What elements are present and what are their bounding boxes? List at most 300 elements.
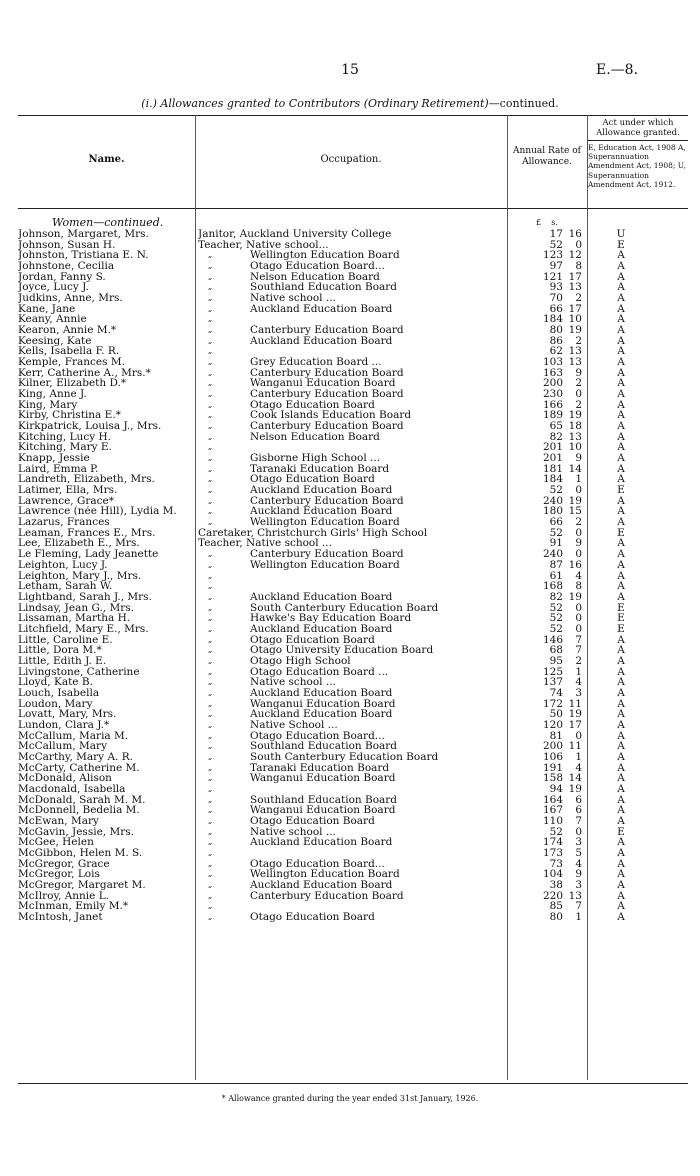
ditto-mark: „ <box>208 559 213 569</box>
allowance-pounds: 174 <box>542 836 563 849</box>
act-code: A <box>617 356 625 369</box>
ditto-mark: „ <box>208 623 213 633</box>
occupation: Auckland Education Board <box>250 837 393 848</box>
contributor-name: Louch, Isabella <box>18 687 100 699</box>
act-code: A <box>617 868 625 881</box>
ditto-mark: „ <box>208 346 213 356</box>
ditto-mark: „ <box>208 399 213 409</box>
ditto-mark: „ <box>208 506 213 516</box>
act-code: A <box>617 889 625 902</box>
table-bottom-rule <box>18 1083 688 1084</box>
allowance-shillings: 12 <box>568 249 582 262</box>
allowance-shillings: 6 <box>575 804 582 817</box>
allowance-pounds: 94 <box>549 782 563 795</box>
table-row <box>18 848 688 859</box>
table-row <box>18 837 688 848</box>
allowance-pounds: 200 <box>542 740 563 753</box>
contributor-name: McCarthy, Mary A. R. <box>18 751 133 763</box>
section-heading: Women—continued. <box>52 216 164 229</box>
ditto-mark: „ <box>208 250 213 260</box>
act-code: A <box>617 836 625 849</box>
contributor-name: Macdonald, Isabella <box>18 783 126 795</box>
occupation: Otago High School <box>250 655 351 667</box>
table-row <box>18 378 688 389</box>
allowance-shillings: 2 <box>575 516 582 529</box>
contributor-name: Lazarus, Frances <box>18 517 110 528</box>
act-code: A <box>617 398 625 411</box>
occupation: Wellington Education Board <box>250 559 400 571</box>
ditto-mark: „ <box>208 762 213 772</box>
table-row <box>18 432 688 443</box>
occupation: Canterbury Education Board <box>250 421 404 432</box>
occupation: Otago University Education Board <box>250 645 434 656</box>
table-row <box>18 645 688 656</box>
contributor-name: Johnston, Tristiana E. N. <box>18 250 149 262</box>
allowance-shillings: 19 <box>568 324 582 337</box>
allowance-pounds: 230 <box>542 388 563 401</box>
table-row <box>18 656 688 667</box>
allowance-pounds: 52 <box>549 825 563 838</box>
contributor-name: Knapp, Jessie <box>18 453 90 464</box>
allowance-pounds: 52 <box>549 526 563 539</box>
allowance-shillings: 9 <box>575 868 582 881</box>
allowance-pounds: 201 <box>542 441 563 454</box>
act-code: A <box>617 345 625 358</box>
ditto-mark: „ <box>208 485 213 495</box>
contributor-name: Keesing, Kate <box>18 335 92 347</box>
allowance-shillings: 2 <box>575 334 582 347</box>
header-occupation: Occupation. <box>320 154 382 165</box>
act-code: A <box>617 537 625 550</box>
contributor-name: Lindsay, Jean G., Mrs. <box>18 602 134 614</box>
contributor-name: Lightband, Sarah J., Mrs. <box>18 591 152 603</box>
act-code: A <box>617 516 625 529</box>
occupation: Otago Education Board <box>250 399 375 411</box>
table-row <box>18 773 688 784</box>
contributor-name: Lovatt, Mary, Mrs. <box>18 709 117 720</box>
occupation: Wanganui Education Board <box>250 773 396 784</box>
allowance-table-body <box>18 229 688 923</box>
ditto-mark: „ <box>208 613 213 623</box>
table-row <box>18 336 688 347</box>
contributor-name: Kells, Isabella F. R. <box>18 346 120 358</box>
table-row <box>18 325 688 336</box>
table-row <box>18 528 688 539</box>
act-code: A <box>617 644 625 657</box>
ditto-mark: „ <box>208 847 213 857</box>
table-row <box>18 592 688 603</box>
occupation: Cook Islands Education Board <box>250 410 412 422</box>
table-row <box>18 282 688 293</box>
act-code: A <box>617 462 625 475</box>
header-act-title: Act under which Allowance granted. <box>588 118 688 141</box>
occupation: Auckland Education Board <box>250 485 393 496</box>
table-row <box>18 635 688 646</box>
ditto-mark: „ <box>208 709 213 719</box>
occupation: Southland Education Board <box>250 741 398 752</box>
act-code: A <box>617 793 625 806</box>
ditto-mark: „ <box>208 410 213 420</box>
act-code: A <box>617 857 625 870</box>
contributor-name: McIlroy, Annie L. <box>18 890 110 902</box>
ditto-mark: „ <box>208 421 213 431</box>
act-code: A <box>617 366 625 379</box>
allowance-pounds: 110 <box>542 814 563 827</box>
allowance-pounds: 163 <box>542 366 563 379</box>
act-code: A <box>617 452 625 465</box>
allowance-shillings: 3 <box>575 836 582 849</box>
occupation: Native school ... <box>250 826 336 838</box>
contributor-name: Lissaman, Martha H. <box>18 613 131 624</box>
contributor-name: Joyce, Lucy J. <box>18 282 89 294</box>
ditto-mark: „ <box>208 570 213 580</box>
table-row <box>18 880 688 891</box>
table-row <box>18 453 688 464</box>
act-code: A <box>617 718 625 731</box>
allowance-pounds: 240 <box>542 494 563 507</box>
act-code: A <box>617 281 625 294</box>
occupation: Southland Education Board <box>250 282 398 294</box>
ditto-mark: „ <box>208 783 213 793</box>
ditto-mark: „ <box>208 890 213 900</box>
occupation: Auckland Education Board <box>250 591 393 603</box>
allowance-pounds: 167 <box>542 804 563 817</box>
allowance-shillings: 17 <box>568 270 582 283</box>
contributor-name: Lundon, Clara J.* <box>18 719 110 731</box>
allowance-shillings: 16 <box>568 558 582 571</box>
occupation: Otago Education Board... <box>250 730 385 742</box>
ditto-mark: „ <box>208 869 213 879</box>
table-row <box>18 272 688 283</box>
act-code: A <box>617 377 625 390</box>
allowance-pounds: 52 <box>549 484 563 497</box>
allowance-shillings: 0 <box>575 612 582 625</box>
act-code: A <box>617 548 625 561</box>
act-code: A <box>617 633 625 646</box>
occupation: Auckland Education Board <box>250 335 393 347</box>
occupation: Hawke's Bay Education Board <box>250 613 412 624</box>
ditto-mark: „ <box>208 879 213 889</box>
contributor-name: Loudon, Mary <box>18 698 93 710</box>
act-code: A <box>617 313 625 326</box>
allowance-shillings: 0 <box>575 622 582 635</box>
ditto-mark: „ <box>208 645 213 655</box>
ditto-mark: „ <box>208 303 213 313</box>
act-code: A <box>617 324 625 337</box>
ditto-mark: „ <box>208 687 213 697</box>
allowance-pounds: 104 <box>542 868 563 881</box>
allowance-pounds: 184 <box>542 473 563 486</box>
allowance-shillings: 1 <box>575 473 582 486</box>
contributor-name: Leaman, Frances E., Mrs. <box>18 527 156 539</box>
act-code: A <box>617 900 625 913</box>
allowance-shillings: 4 <box>575 676 582 689</box>
contributor-name: Lawrence (née Hill), Lydia M. <box>18 506 177 518</box>
act-code: E <box>617 484 625 497</box>
ditto-mark: „ <box>208 730 213 740</box>
ditto-mark: „ <box>208 741 213 751</box>
occupation: Canterbury Education Board <box>250 549 404 560</box>
allowance-pounds: 38 <box>549 878 563 891</box>
table-row <box>18 410 688 421</box>
allowance-pounds: 191 <box>542 761 563 774</box>
ditto-mark: „ <box>208 581 213 591</box>
ditto-mark: „ <box>208 378 213 388</box>
allowance-pounds: 66 <box>549 302 563 315</box>
table-row <box>18 677 688 688</box>
allowance-shillings: 9 <box>575 537 582 550</box>
ditto-mark: „ <box>208 357 213 367</box>
act-code: A <box>617 676 625 689</box>
table-row <box>18 731 688 742</box>
act-code: A <box>617 697 625 710</box>
ditto-mark: „ <box>208 698 213 708</box>
ditto-mark: „ <box>208 719 213 729</box>
allowance-pounds: 80 <box>549 911 563 923</box>
table-row <box>18 389 688 400</box>
occupation: Native School ... <box>250 719 338 731</box>
contributor-name: Le Fleming, Lady Jeanette <box>18 549 159 560</box>
allowance-shillings: 13 <box>568 345 582 358</box>
act-code: A <box>617 409 625 422</box>
act-code: A <box>617 590 625 603</box>
ditto-mark: „ <box>208 591 213 601</box>
table-row <box>18 538 688 549</box>
act-code: A <box>617 846 625 859</box>
act-code: A <box>617 558 625 571</box>
allowance-pounds: 52 <box>549 601 563 614</box>
act-code: A <box>617 580 625 593</box>
act-code: E <box>617 612 625 625</box>
header-name: Name. <box>88 154 125 165</box>
contributor-name: McCallum, Mary <box>18 741 107 752</box>
ditto-mark: „ <box>208 325 213 335</box>
contributor-name: Kearon, Annie M.* <box>18 325 117 336</box>
occupation: Wellington Education Board <box>250 250 400 262</box>
table-row <box>18 357 688 368</box>
contributor-name: Lloyd, Kate B. <box>18 677 93 688</box>
ditto-mark: „ <box>208 677 213 687</box>
document-code: E.—8. <box>596 62 639 78</box>
table-row <box>18 763 688 774</box>
caption-suffix: —continued. <box>488 97 559 110</box>
table-caption <box>0 97 700 110</box>
occupation: Nelson Education Board <box>250 431 380 443</box>
allowance-pounds: 73 <box>549 857 563 870</box>
occupation: Wanganui Education Board <box>250 698 396 710</box>
occupation: Southland Education Board <box>250 794 398 806</box>
contributor-name: McGregor, Grace <box>18 858 110 870</box>
contributor-name: Johnstone, Cecilia <box>18 261 115 272</box>
allowance-shillings: 19 <box>568 708 582 721</box>
allowance-shillings: 3 <box>575 878 582 891</box>
allowance-shillings: 9 <box>575 452 582 465</box>
contributor-name: Judkins, Anne, Mrs. <box>18 293 123 304</box>
occupation: Canterbury Education Board <box>250 495 404 507</box>
ditto-mark: „ <box>208 837 213 847</box>
allowance-pounds: 81 <box>549 729 563 742</box>
contributor-name: McDonald, Alison <box>18 773 112 784</box>
allowance-shillings: 4 <box>575 857 582 870</box>
table-row <box>18 261 688 272</box>
contributor-name: Kitching, Mary E. <box>18 442 112 454</box>
table-row <box>18 912 688 923</box>
allowance-pounds: 52 <box>549 622 563 635</box>
allowance-shillings: 9 <box>575 366 582 379</box>
ditto-mark: „ <box>208 805 213 815</box>
allowance-shillings: 13 <box>568 889 582 902</box>
table-row <box>18 368 688 379</box>
allowance-shillings: 11 <box>568 697 582 710</box>
allowance-pounds: 200 <box>542 377 563 390</box>
allowance-pounds: 146 <box>542 633 563 646</box>
contributor-name: Keany, Annie <box>18 314 87 326</box>
act-code: A <box>617 772 625 785</box>
table-row <box>18 795 688 806</box>
occupation: Otago Education Board ... <box>250 666 389 678</box>
occupation: Auckland Education Board <box>250 687 393 699</box>
table-row <box>18 581 688 592</box>
table-row <box>18 667 688 678</box>
table-row <box>18 805 688 816</box>
ditto-mark: „ <box>208 666 213 676</box>
contributor-name: Kane, Jane <box>18 303 76 315</box>
allowance-pounds: 68 <box>549 644 563 657</box>
ditto-mark: „ <box>208 901 213 911</box>
allowance-pounds: 82 <box>549 590 563 603</box>
table-row <box>18 891 688 902</box>
table-row <box>18 816 688 827</box>
act-code: A <box>617 782 625 795</box>
occupation: Canterbury Education Board <box>250 325 404 336</box>
ditto-mark: „ <box>208 602 213 612</box>
act-code: A <box>617 686 625 699</box>
occupation: Otago Education Board <box>250 474 375 486</box>
contributor-name: King, Mary <box>18 399 78 411</box>
allowance-shillings: 7 <box>575 900 582 913</box>
table-row <box>18 506 688 517</box>
act-code: A <box>617 750 625 763</box>
allowance-shillings: 2 <box>575 292 582 305</box>
allowance-shillings: 19 <box>568 494 582 507</box>
allowance-pounds: 74 <box>549 686 563 699</box>
allowance-pounds: 103 <box>542 356 563 369</box>
table-row <box>18 709 688 720</box>
contributor-name: Jordan, Fanny S. <box>18 271 106 283</box>
ditto-mark: „ <box>208 794 213 804</box>
caption-title: (i.) Allowances granted to Contributors (Ordinary Retirement) <box>141 97 489 110</box>
header-act-description: E, Education Act, 1908 A, Superannuation Amendment Act, 1908; U, Superannuation Amendment Act, 1912. <box>588 143 686 189</box>
contributor-name: Little, Edith J. E. <box>18 655 107 667</box>
allowance-pounds: 80 <box>549 324 563 337</box>
allowance-pounds: 220 <box>542 889 563 902</box>
act-code: A <box>617 814 625 827</box>
occupation: Grey Education Board ... <box>250 357 382 368</box>
act-code: A <box>617 430 625 443</box>
allowance-pounds: 181 <box>542 462 563 475</box>
allowance-shillings: 3 <box>575 686 582 699</box>
table-row <box>18 699 688 710</box>
allowance-shillings: 18 <box>568 420 582 433</box>
table-row <box>18 560 688 571</box>
allowance-pounds: 189 <box>542 409 563 422</box>
act-code: A <box>617 740 625 753</box>
contributor-name: Livingstone, Catherine <box>18 666 140 678</box>
table-row <box>18 869 688 880</box>
act-code: A <box>617 473 625 486</box>
allowance-shillings: 2 <box>575 654 582 667</box>
act-code: E <box>617 238 625 251</box>
allowance-shillings: 11 <box>568 740 582 753</box>
act-code: A <box>617 270 625 283</box>
allowance-shillings: 19 <box>568 409 582 422</box>
allowance-shillings: 1 <box>575 911 582 923</box>
allowance-pounds: 180 <box>542 505 563 518</box>
allowance-pounds: 158 <box>542 772 563 785</box>
allowance-shillings: 13 <box>568 356 582 369</box>
allowance-shillings: 1 <box>575 665 582 678</box>
allowance-pounds: 93 <box>549 281 563 294</box>
ditto-mark: „ <box>208 773 213 783</box>
table-row <box>18 240 688 251</box>
allowance-shillings: 0 <box>575 238 582 251</box>
contributor-name: Letham, Sarah W. <box>18 581 113 592</box>
allowance-pounds: 61 <box>549 569 563 582</box>
occupation: Nelson Education Board <box>250 271 380 283</box>
act-code: U <box>616 228 626 240</box>
table-row <box>18 421 688 432</box>
table-row <box>18 859 688 870</box>
act-code: A <box>617 729 625 742</box>
contributor-name: Laird, Emma P. <box>18 463 99 475</box>
act-code: A <box>617 292 625 305</box>
table-row <box>18 293 688 304</box>
contributor-name: McCallum, Maria M. <box>18 730 129 742</box>
allowance-pounds: 240 <box>542 548 563 561</box>
contributor-name: Kemple, Frances M. <box>18 357 125 368</box>
table-row <box>18 624 688 635</box>
allowance-shillings: 10 <box>568 313 582 326</box>
table-row <box>18 901 688 912</box>
contributor-name: Kitching, Lucy H. <box>18 431 111 443</box>
allowance-shillings: 17 <box>568 302 582 315</box>
table-row <box>18 304 688 315</box>
allowance-pounds: 164 <box>542 793 563 806</box>
occupation: Wanganui Education Board <box>250 805 396 816</box>
occupation: Otago Education Board <box>250 912 375 923</box>
contributor-name: Kirkpatrick, Louisa J., Mrs. <box>18 421 162 432</box>
table-row <box>18 688 688 699</box>
contributor-name: McInman, Emily M.* <box>18 901 129 913</box>
footnote: * Allowance granted during the year ended 31st January, 1926. <box>221 1094 479 1103</box>
contributor-name: McGee, Helen <box>18 837 94 848</box>
ditto-mark: „ <box>208 453 213 463</box>
act-code: A <box>617 420 625 433</box>
allowance-pounds: 201 <box>542 452 563 465</box>
contributor-name: McGregor, Margaret M. <box>18 879 146 891</box>
act-code: E <box>617 526 625 539</box>
allowance-pounds: 123 <box>542 249 563 262</box>
allowance-shillings: 0 <box>575 548 582 561</box>
occupation: South Canterbury Education Board <box>250 751 439 763</box>
contributor-name: McDonald, Sarah M. M. <box>18 794 146 806</box>
act-code: A <box>617 804 625 817</box>
allowance-pounds: 65 <box>549 420 563 433</box>
allowance-pounds: 82 <box>549 430 563 443</box>
occupation: Caretaker, Christchurch Girls' High School <box>198 527 428 539</box>
contributor-name: McEwan, Mary <box>18 815 99 827</box>
allowance-pounds: 97 <box>549 260 563 273</box>
